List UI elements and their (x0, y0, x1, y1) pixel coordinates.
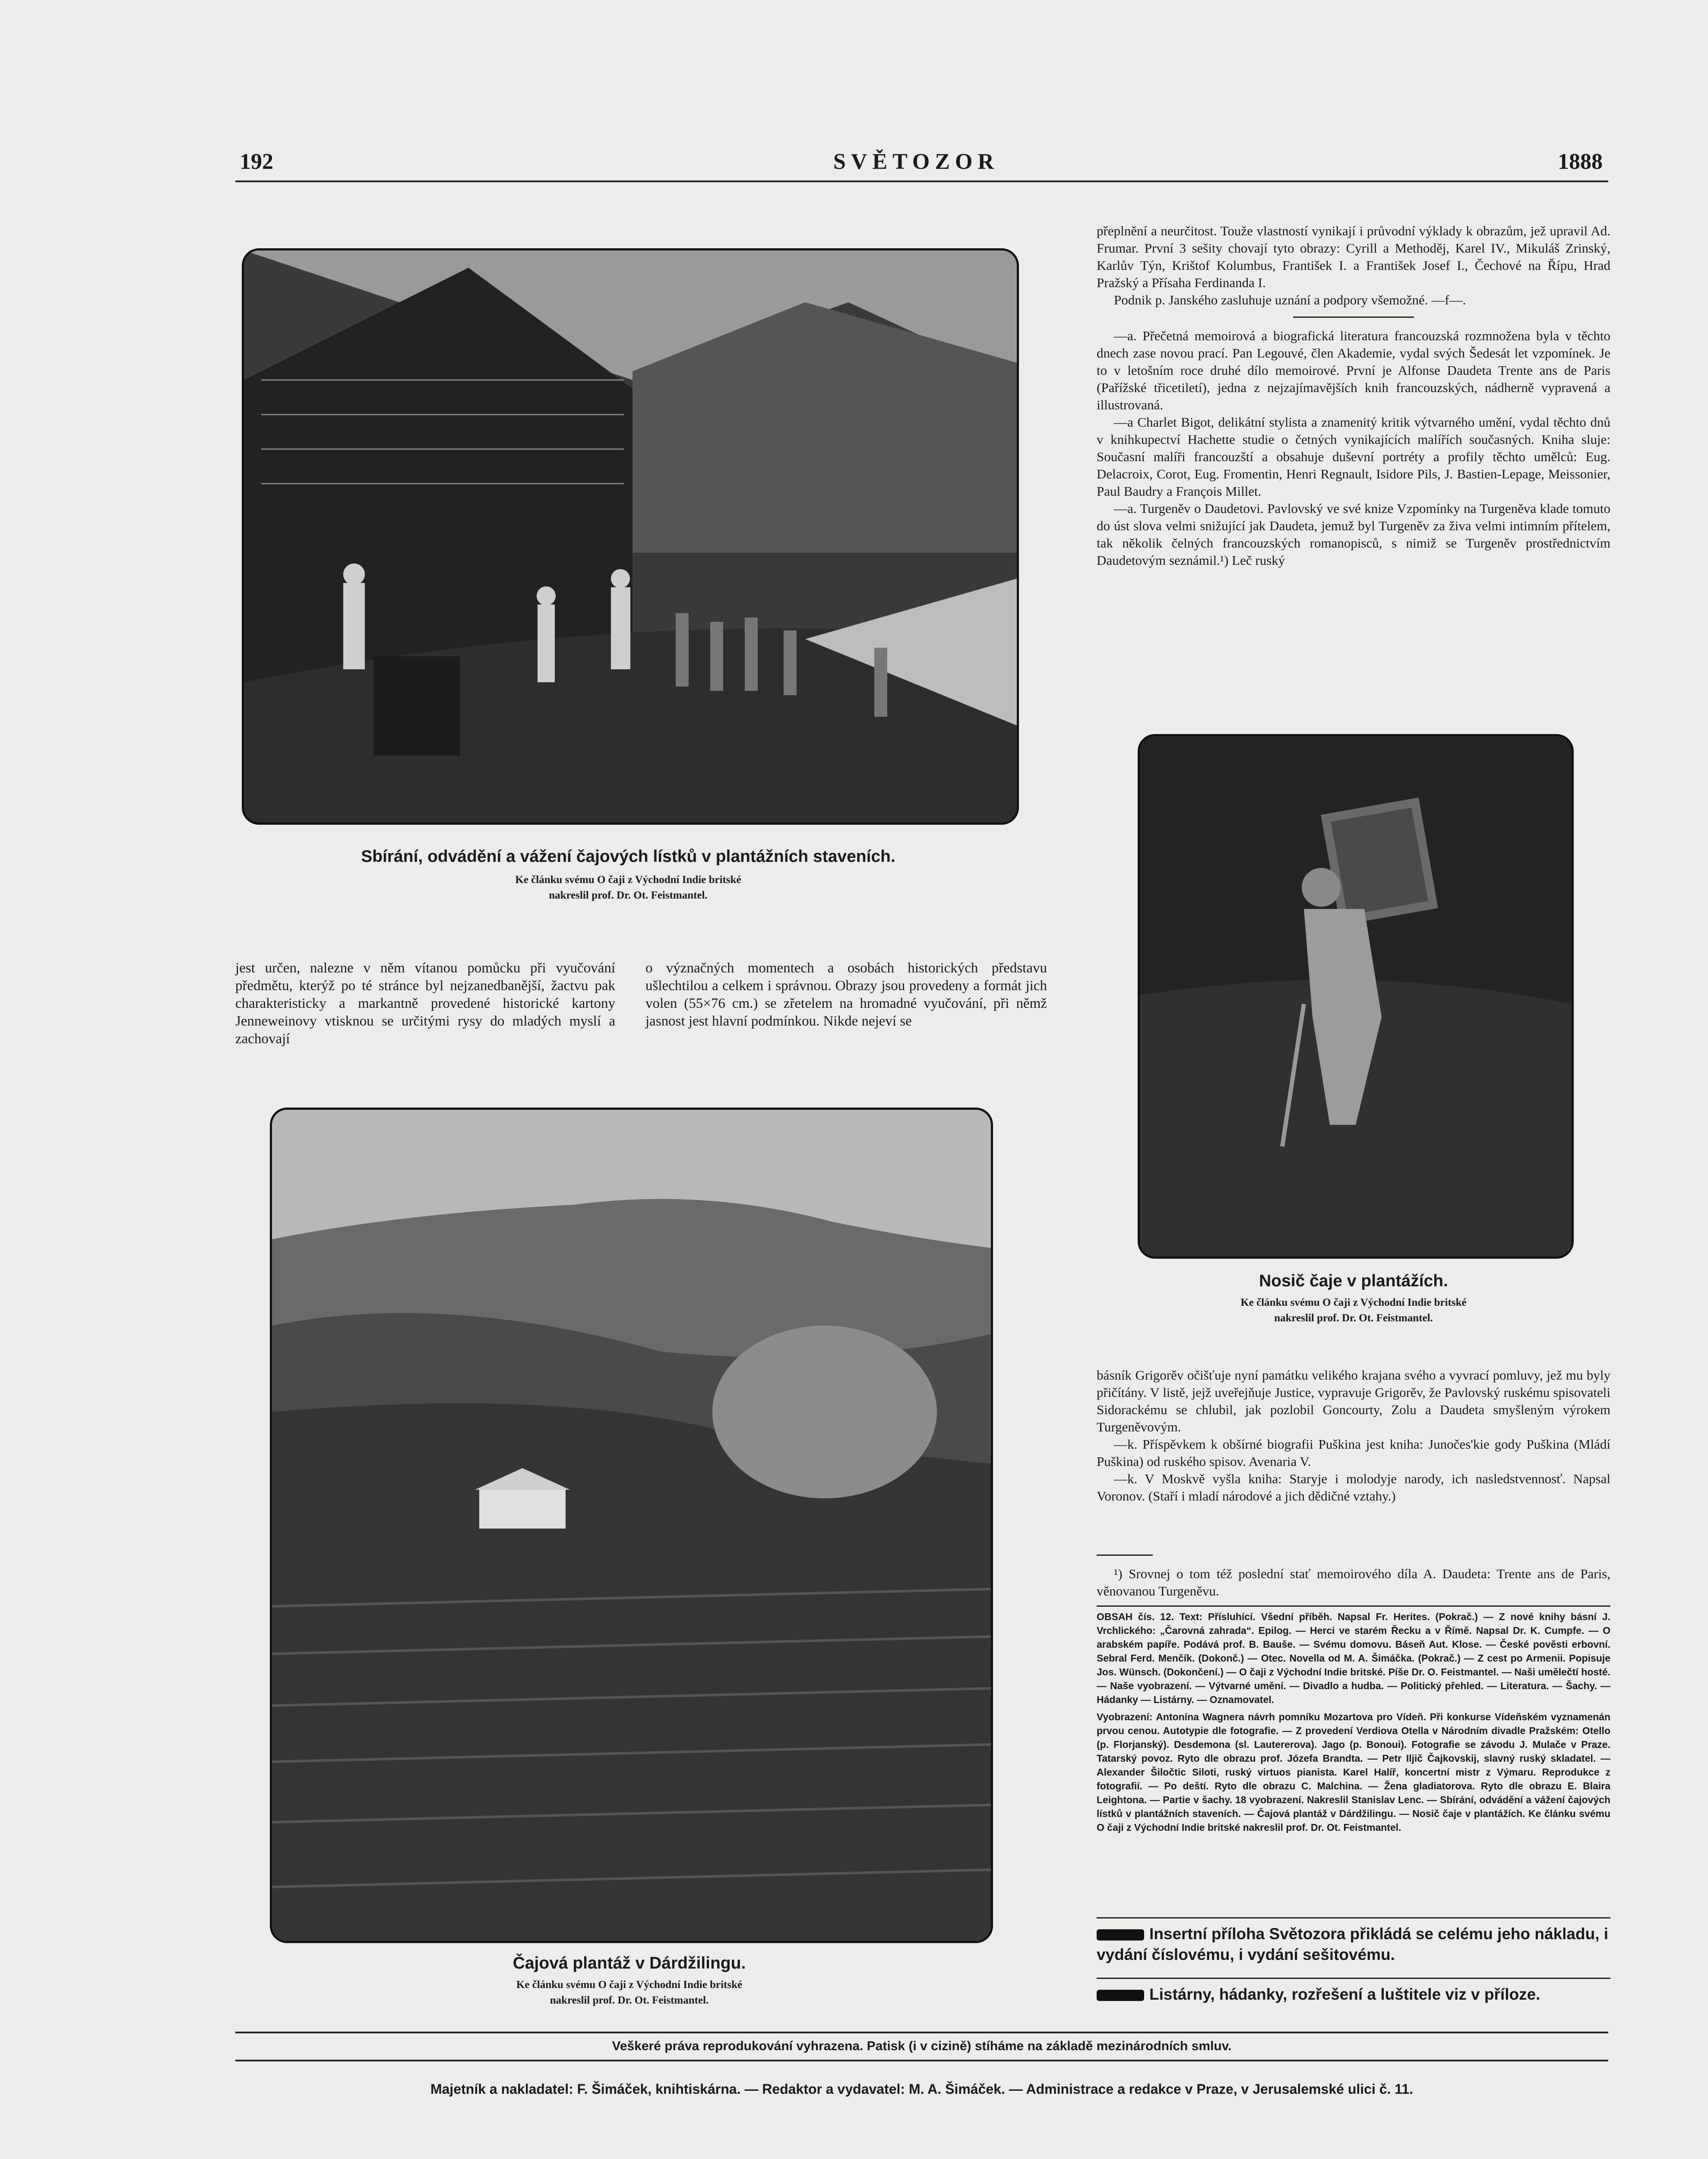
page-number: 192 (240, 149, 273, 174)
page-title: SVĚTOZOR (833, 149, 999, 174)
right-lower-column (1097, 1367, 1610, 1505)
notice-listarny-text: Listárny, hádanky, rozřešení a luštitele viz v příloze. (1149, 1985, 1540, 2003)
pointing-hand-icon (1097, 1990, 1144, 2001)
tea-plantation-illustration (270, 1108, 993, 1943)
figure1-subcaption: Ke článku svému O čaji z Východní Indie britské (515, 874, 741, 886)
tea-harvest-illustration (242, 248, 1019, 825)
footnote-rule (1097, 1554, 1153, 1556)
paragraph: Podnik p. Janského zasluhuje uznání a podpory všemožné. —f—. (1114, 292, 1466, 307)
contents-rule (1097, 1605, 1610, 1607)
publisher-line: Majetník a nakladatel: F. Šimáček, knihtiskárna. — Redaktor a vydavatel: M. A. Šimáček. — Administrace a redakce v Praze, v Jerusalemské ulici č. 11. (430, 2081, 1414, 2097)
footnote: ¹) Srovnej o tom též poslední stať memoirového díla A. Daudeta: Trente ans de Paris, věnovanou Turgeněvu. (1097, 1566, 1610, 1599)
notice-listarny (1097, 1984, 1610, 2005)
pointing-hand-icon (1097, 1929, 1144, 1941)
figure2-credit: nakreslil prof. Dr. Ot. Feistmantel. (1274, 1312, 1433, 1324)
notice-insert (1097, 1924, 1610, 1965)
figure2-caption: Nosič čaje v plantážích. (1259, 1272, 1448, 1290)
figure3-caption: Čajová plantáž v Dárdžilingu. (512, 1954, 746, 1972)
paragraph: —a Charlet Bigot, delikátní stylista a znamenitý kritik výtvarného umění, vydal těchto dnů v knihkupectví Hachette studie o četných vynikajících malířích současných. Kniha sluje: Současní malíři francouzští a obsahuje duševní portréty a profily těchto umělců: Eug. Delacroix, Corot, Eug. Fromentin, Henri Regnault, Isidore Pils, J. Bastien-Lepage, Meissonier, Paul Baudry a François Millet. (1097, 415, 1610, 499)
paragraph: —a. Turgeněv o Daudetovi. Pavlovský ve své knize Vzpomínky na Turgeněva klade tomuto do úst slova velmi snižující jak Daudeta, jemuž byl Turgeněv za živa velmi intimním přítelem, tak několik čelných francouzských romanopisců, s nimiž se Turgeněv prostřednictvím Daudetovým seznámil.¹) Leč ruský (1097, 501, 1610, 568)
paragraph: básník Grigorěv očišťuje nyní památku velikého krajana svého a vyvrací pomluvy, jež mu byly přičítány. V listě, jejž uveřejňuje Justice, vypravuje Grigorěv, že Pavlovský ruskému spisovateli Sidorackému se chlubil, jak pozlobil Goncourty, Zolu a Daudeta smyšleným výrokem Turgeněvovým. (1097, 1368, 1610, 1434)
footer-rule (235, 2032, 1608, 2033)
paragraph: —k. V Moskvě vyšla kniha: Staryje i molodyje narody, ich nasledstvennosť. Napsal Voronov. (Staří i mladí národové a jich dědičné vztahy.) (1097, 1471, 1610, 1504)
figure1-caption: Sbírání, odvádění a vážení čajových lístků v plantážních staveních. (361, 847, 895, 866)
mid-right-column: o význačných momentech a osobách historických představu ušlechtilou a celkem i správnou. Obrazy jsou provedeny a formát jich volen (55×76 cm.) se zřetelem na hromadné vyučování, při němž jasnost jest hlavní podmínkou. Nikde nejeví se (645, 960, 1047, 1029)
mid-left-column: jest určen, nalezne v něm vítanou pomůcku při vyučování předmětu, kterýž po té stránce byl nejzanedbanější, žactvu pak charakteristicky a markantně provedené historické kartony Jenneweinovy vtisknou se určitými rysy do mladých myslí a zachovají (235, 960, 615, 1047)
year: 1888 (1558, 149, 1603, 174)
figure3-subcaption: Ke článku svému O čaji z Východní Indie britské (516, 1979, 743, 1991)
figure3-caption-block (270, 1954, 989, 2008)
footer-rule (235, 2060, 1608, 2061)
notice-rule (1097, 1917, 1610, 1918)
divider (1293, 317, 1414, 318)
engraving-graphic (244, 250, 1017, 823)
notice-rule (1097, 1978, 1610, 1979)
figure2-subcaption: Ke článku svému O čaji z Východní Indie britské (1240, 1297, 1467, 1308)
figure2-caption-block (1138, 1272, 1569, 1326)
figure1-credit: nakreslil prof. Dr. Ot. Feistmantel. (549, 890, 708, 901)
top-right-column (1097, 222, 1610, 569)
paragraph: —a. Přečetná memoirová a biografická literatura francouzská rozmnožena byla v těchto dnech zase novou prací. Pan Legouvé, člen Akademie, vydal svých Šedesát let vzpomínek. Je to v letošním roce druhé dílo memoirové. První je Alfonse Daudeta Trente ans de Paris (Pařížské třicetiletí), jedna z nejzajímavějších knih francouzských, nádherně vypravená a illustrovaná. (1097, 328, 1610, 412)
engraving-graphic (272, 1110, 991, 1941)
tea-carrier-illustration (1138, 734, 1574, 1259)
figure3-credit: nakreslil prof. Dr. Ot. Feistmantel. (550, 1994, 709, 2006)
paragraph: —k. Příspěvkem k obšírné biografii Puškina jest kniha: Junočes'kie gody Puškina (Mládí Puškina) od ruského spisov. Avenaria V. (1097, 1437, 1610, 1469)
engraving-graphic (1140, 736, 1572, 1257)
notice-insert-text: Insertní příloha Světozora přikládá se celému jeho nákladu, i vydání číslovému, i vydání sešitovému. (1097, 1925, 1609, 1963)
contents-block (1097, 1610, 1610, 1838)
contents-text: OBSAH čís. 12. Text: Přísluhící. Všední příběh. Napsal Fr. Herites. (Pokrač.) — Z nové knihy básní J. Vrchlického: „Čarovná zahrada“. Epilog. — Herci ve starém Řecku a v Římě. Napsal Dr. K. Cumpfe. — O arabském papíře. Podává prof. B. Bauše. — Svému domovu. Báseň Aut. Klose. — České pověsti erbovní. Sebral Ferd. Menčík. (Dokonč.) — Otec. Novella od M. A. Šimáčka. (Pokrač.) — Z cest po Armenii. Popisuje Jos. Wünsch. (Dokončení.) — O čaji z Východní Indie britské. Píše Dr. O. Feistmantel. — Naši umělečtí hosté. — Naše vyobrazení. — Výtvarné umění. — Divadlo a hudba. — Politický přehled. — Literatura. — Šachy. — Hádanky — Listárny. — Oznamovatel. (1097, 1611, 1610, 1705)
header-rule (235, 180, 1608, 182)
paragraph: přeplnění a neurčitost. Touže vlastností vynikají i průvodní výklady k obrazům, jež upravil Ad. Frumar. První 3 sešity chovají tyto obrazy: Cyrill a Methoděj, Karel IV., Mikuláš Zrinský, Karlův Týn, Krištof Kolumbus, František I. a František Josef I., Čechové na Řípu, Hrad Pražský a Přísaha Ferdinanda I. (1097, 223, 1610, 290)
rights-notice: Veškeré práva reprodukování vyhrazena. Patisk (i v cizině) stíháme na základě mezinárodních smluv. (612, 2039, 1232, 2053)
figure1-caption-block (242, 847, 1015, 903)
illustrations-text: Vyobrazení: Antonína Wagnera návrh pomníku Mozartova pro Vídeň. Při konkurse Vídeňském vyznamenán prvou cenou. Autotypie dle fotografie. — Z provedení Verdiova Otella v Národním divadle Pražském: Otello (p. Florjanský). Desdemona (sl. Lautererova). Jago (p. Bonoui). Fotografie se závodu J. Mulače v Praze. Tatarský povoz. Ryto dle obrazu prof. Józefa Brandta. — Petr Iljič Čajkovskij, slavný ruský skladatel. — Alexander Šiločtic Siloti, ruský virtuos pianista. Karel Halíř, koncertní mistr z Výmaru. Reprodukce z fotografií. — Po deští. Ryto dle obrazu C. Malchina. — Žena gladiatorova. Ryto dle obrazu E. Blaira Leightona. — Partie v šachy. 18 vyobrazení. Nakreslil Stanislav Lenc. — Sbírání, odvádění a vážení čajových lístků v plantážních staveních. — Čajová plantáž v Dárdžilingu. — Nosič čaje v plantážích. Ke článku svému O čaji z Východní Indie britské nakreslil prof. Dr. Ot. Feistmantel. (1097, 1711, 1610, 1833)
